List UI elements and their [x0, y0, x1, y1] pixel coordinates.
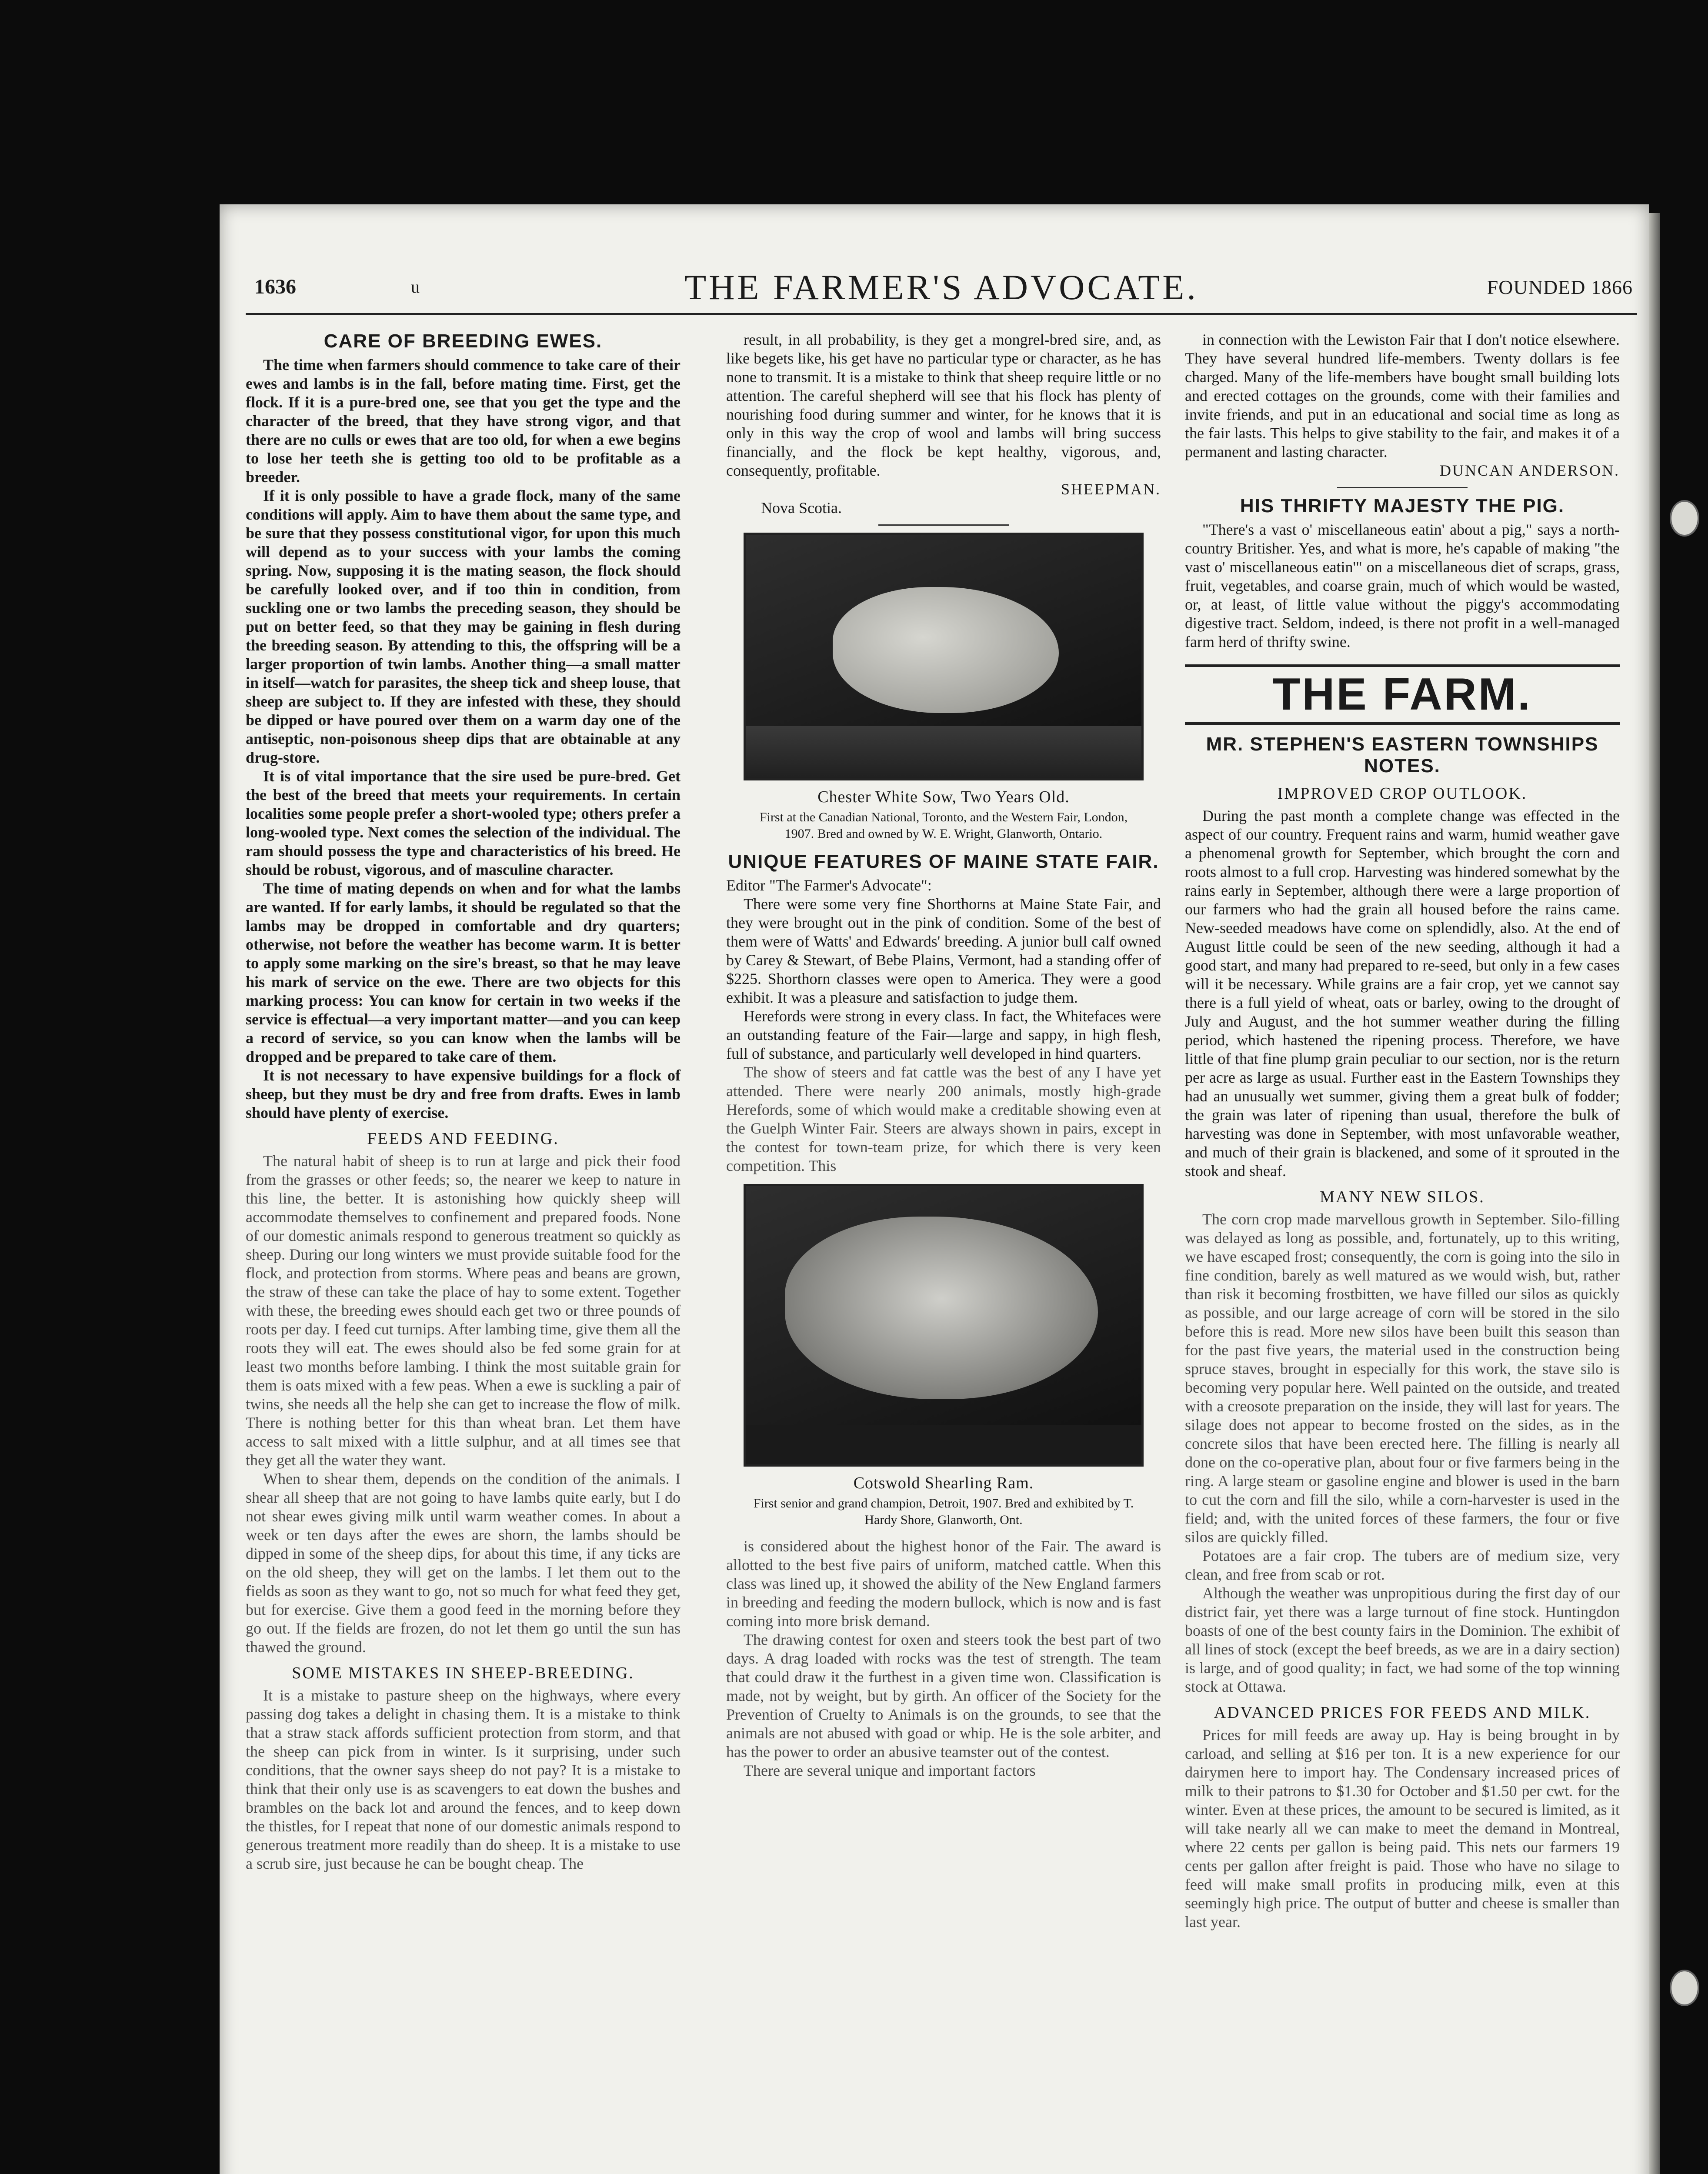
paragraph: The corn crop made marvellous growth in September. Silo-filling was delayed as long as possible, and, fortunately, up to this writing, we have escaped frost; consequently, the corn is going into the silo in fine condition, barely as well matured as we would wish, but, rather than risk it becoming frostbitten, we have filled our silos as quickly as possible, and our large acreage of corn will be stored in the silo before this is read. More new silos have been built this season than for the past five years, the material used in the construction being spruce staves, brought in especially for this work, the stave silo is becoming very popular here. Well painted on the outside, and treated with a creosote preparation on the inside, they will last for years. The silage does not appear to become frosted on the sides, as in the concrete silos that have been erected here. The filling is nearly all done on the co-operative plan, about four or five farmers being in the ring. A large steam or gasoline engine and blower is used in the barn to cut the corn and fill the silo, while a corn-harvester is used in the field; and, with the united forces of these farmers, the four or five silos are quickly filled. — [1185, 1210, 1620, 1546]
paragraph: The drawing contest for oxen and steers took the best part of two days. A drag loaded with rocks was the test of strength. The team that could draw it the furthest in a given time won. Classification is made, not by weight, but by girth. An officer of the Society for the Prevention of Cruelty to Animals is on the grounds, to see that the animals are not abused with goad or whip. He is the sole arbiter, and has the power to order an abusive teamster out of the contest. — [726, 1631, 1161, 1761]
header-mark: u — [411, 277, 420, 297]
paragraph: There were some very fine Shorthorns at Maine State Fair, and they were brought out in the pink of condition. Some of the best of them were of Watts' and Edwards' breeding. A junior bull calf owned by Carey & Stewart, of Bebe Plains, Vermont, had a standing offer of $225. Shorthorn classes were open to America. They were a good exhibit. It was a pleasure and satisfaction to judge them. — [726, 895, 1161, 1006]
paragraph: It is a mistake to pasture sheep on the highways, where every passing dog takes a delight in chasing them. It is a mistake to think that a straw stack affords sufficient protection from storm, and that the sheep can pick from in winter. Is it surprising, under such conditions, that the owner says sheep do not pay? It is a mistake to think that their only use is as scavengers to eat down the bushes and brambles on the back lot and around the fences, and to keep down the thistles, for I repeat that none of our domestic animals respond to generous treatment more readily than do sheep. It is a mistake to use a scrub sire, just because he can be bought cheap. The — [246, 1687, 681, 1872]
paragraph: It is of vital importance that the sire used be pure-bred. Get the best of the breed that meets your requirements. In certain localities some people prefer a short-wooled type; others prefer a long-wooled type. Next comes the selection of the individual. The ram should possess the type and characteristics of his breed. He should be robust, vigorous, and of masculine character. — [246, 767, 681, 878]
section-subhead: ADVANCED PRICES FOR FEEDS AND MILK. — [1214, 1704, 1591, 1722]
paragraph: Herefords were strong in every class. In fact, the Whitefaces were an outstanding feature of the Fair—large and sappy, in high flesh, full of substance, and particularly well developed in hind quarters. — [726, 1007, 1161, 1062]
paragraph: There are several unique and important factors — [744, 1762, 1036, 1779]
photo-title: Chester White Sow, Two Years Old. — [817, 788, 1070, 806]
ram-photo — [744, 1184, 1144, 1467]
paragraph: in connection with the Lewiston Fair that I don't notice elsewhere. They have several hundred life-members. Twenty dollars is fee charged. Many of the life-members have bought small building lots and erected cottages on the grounds, come with their families and invite friends, and put in an educational and social time as long as the fair lasts. This helps to give stability to the fair, and makes it of a permanent and lasting character. — [1185, 331, 1620, 460]
divider — [878, 524, 1009, 526]
article-title: CARE OF BREEDING EWES. — [324, 330, 603, 352]
founded-line: FOUNDED 1866 — [1487, 276, 1633, 298]
section-subhead: MANY NEW SILOS. — [1320, 1188, 1485, 1206]
signature: SHEEPMAN. — [1061, 480, 1161, 498]
paragraph: "There's a vast o' miscellaneous eatin' about a pig," says a north-country Britisher. Yes, and what is more, he's capable of making "the vast o' miscellaneous eatin'" on a miscellaneous diet of scraps, grass, fruit, vegetables, and coarse grain, much of which would be wasted, or, at least, of little value without the piggy's accommodating digestive tract. Seldom, indeed, is there not profit in a well-managed farm herd of thrifty swine. — [1185, 521, 1620, 650]
page-header — [246, 265, 1637, 315]
article-title: UNIQUE FEATURES OF MAINE STATE FAIR. — [728, 851, 1159, 872]
section-banner: THE FARM. — [1185, 664, 1620, 725]
editor-line: Editor "The Farmer's Advocate": — [726, 877, 932, 894]
paragraph: is considered about the highest honor of the Fair. The award is allotted to the best five pairs of uniform, matched cattle. When this class was lined up, it showed the ability of the New England farmers in breeding and feeding the modern bullock, which is now and is fast coming into more brisk demand. — [726, 1537, 1161, 1630]
column-left — [246, 330, 681, 1873]
paragraph: The natural habit of sheep is to run at large and pick their food from the grasses or other feeds; so, the nearer we keep to nature in this line, the better. It is astonishing how quickly sheep will accommodate themselves to confinement and prepared foods. None of our domestic animals respond to generous treatment so quickly as sheep. During our long winters we must provide suitable food for the flock, and protection from storms. Where peas and beans are grown, the straw of these can take the place of hay to some extent. Together with these, the breeding ewes should each get two or three pounds of roots per day. I feed cut turnips. After lambing time, give them all the roots they will eat. The ewes should also be fed some grain for at least two months before lambing. I think the most suitable grain for them is oats mixed with a few peas. When a ewe is suckling a pair of twins, she needs all the help she can get to increase the flow of milk. There is nothing better for this than wheat bran. Let them have access to salt mixed with a little sulphur, and at all times see that they get all the water they want. — [246, 1152, 681, 1469]
divider — [1337, 487, 1468, 488]
article-title: HIS THRIFTY MAJESTY THE PIG. — [1240, 495, 1565, 517]
paragraph: Prices for mill feeds are away up. Hay is being brought in by carload, and selling at $16 per ton. It is a new experience for our dairymen here to import hay. The Condensary increased prices of milk to their patrons to $1.30 for October and $1.50 per cwt. for the winter. Even at these prices, the amount to be secured is limited, as it will take nearly all we can make to meet the demand in Montreal, where 22 cents per gallon is being paid. This nets our farmers 19 cents per gallon after freight is paid. Those who have no silage to feed will make small profits in producing milk, even at this seemingly high price. The output of butter and cheese is smaller than last year. — [1185, 1726, 1620, 1931]
column-right — [1185, 330, 1620, 1931]
sow-image — [833, 587, 1059, 713]
page-number: 1636 — [254, 275, 296, 298]
newspaper-page — [220, 204, 1649, 2174]
paragraph: The time of mating depends on when and for what the lambs are wanted. If for early lambs, it should be regulated so that the lambs may be dropped in comfortable and dry quarters; otherwise, not before the weather has become warm. It is better to apply some marking on the sire's breast, so that he may leave his mark of service on the ewe. There are two objects for this marking process: You can know for certain in two weeks if the service is effectual—a very important matter—and you can keep a record of service, so you can know when the lambs will be dropped and be prepared to take care of them. — [246, 880, 681, 1065]
ground — [746, 726, 1141, 778]
photo-caption: First at the Canadian National, Toronto, and the Western Fair, London, 1907. Bred and owned by W. E. Wright, Glanworth, Ontario. — [759, 810, 1128, 841]
paragraph: The show of steers and fat cattle was the best of any I have yet attended. There were nearly 200 animals, mostly high-grade Herefords, some of which would make a creditable showing even at the Guelph Winter Fair. Steers are always shown in pairs, except in the contest for town-team prize, for which there is very keen competition. This — [726, 1064, 1161, 1174]
section-subhead: FEEDS AND FEEDING. — [367, 1130, 559, 1148]
ram-image — [785, 1217, 1098, 1399]
paragraph: Although the weather was unpropitious during the first day of our district fair, yet there was a large turnout of fine stock. Huntingdon boasts of one of the best county fairs in the Dominion. The exhibit of all lines of stock (except the beef breeds, as we are in a dairy section) is large, and of good quality; in fact, we had some of the top winning stock at Ottawa. — [1185, 1584, 1620, 1695]
paragraph: result, in all probability, is they get a mongrel-bred sire, and, as like begets like, his get have no particular type or character, as he has none to transmit. It is a mistake to think that sheep require little or no attention. The careful shepherd will see that his flock has plenty of nourishing food during summer and winter, for he knows that it is only in this way the crop of wool and lambs will bring success financially, and the flock be kept healthy, vigorous, and, consequently, profitable. — [726, 331, 1161, 479]
punch-hole-top — [1670, 500, 1699, 537]
paragraph: During the past month a complete change was effected in the aspect of our country. Frequent rains and warm, humid weather gave a phenomenal growth for September, which brought the corn and roots almost to a full crop. Harvesting was hindered somewhat by the rains early in September, although there were a large proportion of our farmers who had the grain all housed before the rains came. New-seeded meadows have come on splendidly, also. At the end of August little could be seen of the new seeding, although it had a good start, and many had prepared to re-seed, but only in a few cases will it be necessary. While grains are a fair crop, yet we cannot say there is a full yield of wheat, oats or barley, owing to the drought of July and August, and the hot summer weather during the filling period, which hastened the ripening process. Therefore, we have little of that fine plump grain peculiar to our section, nor is the return per acre as large as usual. Further east in the Eastern Townships they had an unusually wet summer, giving them a great bulk of fodder; the grain was later of ripening than usual, therefore the bulk of harvesting was done in September, with most unfavorable weather, and much of their grain is blackened, and some of it sprouted in the stook and sheaf. — [1185, 807, 1620, 1180]
paragraph: The time when farmers should commence to take care of their ewes and lambs is in the fall, before mating time. First, get the flock. If it is a pure-bred one, see that you get the type and the character of the breed, that they have strong vigor, and that there are no culls or ewes that are too old, for when a ewe begins to lose her teeth she is getting too old to be profitable as a breeder. — [246, 356, 681, 486]
signature: DUNCAN ANDERSON. — [1439, 462, 1620, 479]
paragraph: If it is only possible to have a grade flock, many of the same conditions will apply. Aim to have them about the same type, and be sure that they possess constitutional vigor, for upon this much will depend as to your success with your lambs the coming spring. Now, supposing it is the mating season, the flock should be carefully looked over, and if too thin in condition, from suckling one or two lambs the preceding season, they should be put on better feed, so that they may be gaining in flesh during the breeding season. By attending to this, the offspring will be a larger proportion of twin lambs. Another thing—a small matter in itself—watch for parasites, the sheep tick and sheep louse, that sheep are subject to. If they are infested with these, they should be dipped or have poured over them on a warm day one of the antiseptic, non-poisonous sheep dips that are obtainable at any drug-store. — [246, 487, 681, 766]
paragraph: It is not necessary to have expensive buildings for a flock of sheep, but they must be dry and free from drafts. Ewes in lamb should have plenty of exercise. — [246, 1067, 681, 1121]
page-edge — [1649, 213, 1660, 2174]
photo-title: Cotswold Shearling Ram. — [853, 1474, 1034, 1492]
section-subhead: SOME MISTAKES IN SHEEP-BREEDING. — [292, 1664, 634, 1682]
dateline: Nova Scotia. — [761, 499, 842, 517]
paragraph: Potatoes are a fair crop. The tubers are of medium size, very clean, and free from scab or rot. — [1185, 1547, 1620, 1583]
punch-hole-bottom — [1670, 1970, 1699, 2006]
article-title: MR. STEPHEN'S EASTERN TOWNSHIPS NOTES. — [1206, 734, 1599, 777]
column-middle — [726, 330, 1161, 1780]
section-subhead: IMPROVED CROP OUTLOOK. — [1277, 784, 1528, 803]
ground — [746, 1425, 1141, 1464]
photo-caption: First senior and grand champion, Detroit, 1907. Bred and exhibited by T. Hardy Shore, Glanworth, Ont. — [753, 1496, 1134, 1527]
sow-photo — [744, 533, 1144, 780]
paragraph: When to shear them, depends on the condition of the animals. I shear all sheep that are not going to have lambs quite early, but I do not shear ewes giving milk until warm weather comes. In about a week or ten days after the ewes are shorn, the lambs should be dipped in some of the sheep dips, for about this time, if any ticks are on the old sheep, they will get on the lambs. I let them out to the fields as soon as they want to go, not so much for what feed they get, but for exercise. Give them a good feed in the morning before they go out. If the fields are frozen, do not let them go until the sun has thawed the ground. — [246, 1470, 681, 1656]
masthead: THE FARMER'S ADVOCATE. — [684, 267, 1198, 307]
